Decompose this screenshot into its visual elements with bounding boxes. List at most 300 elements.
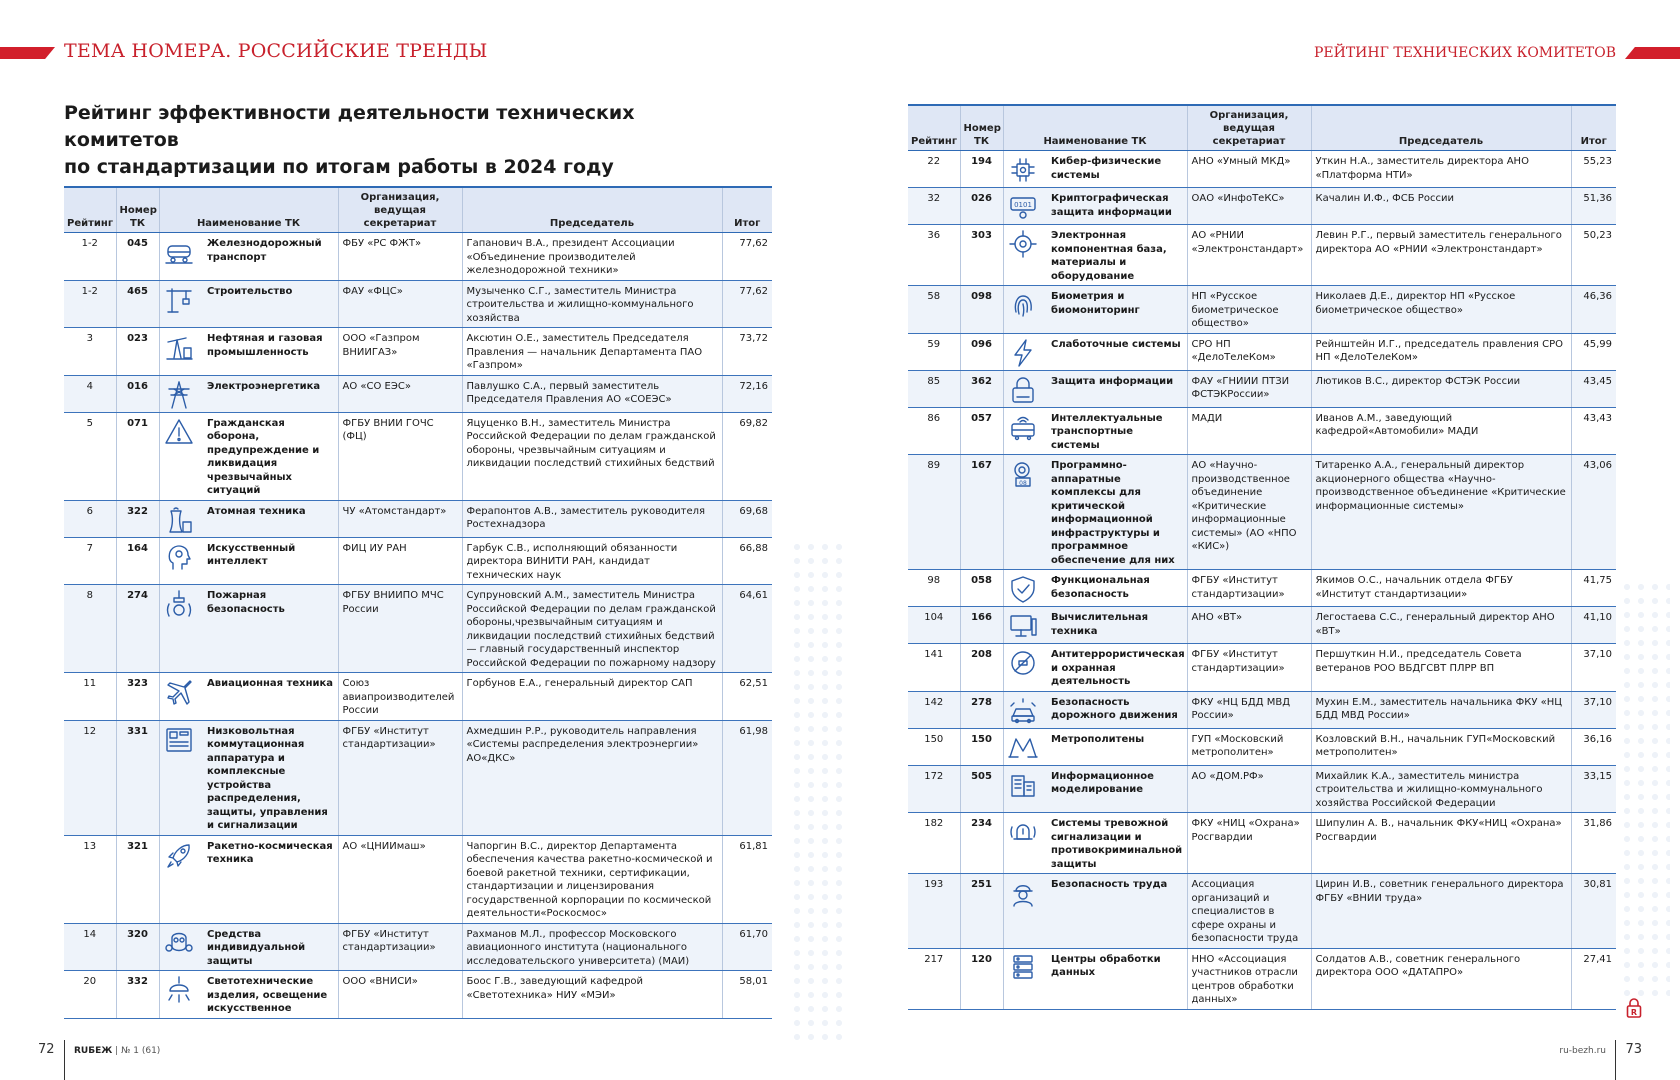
rank-cell: 11 (64, 673, 116, 721)
icon-cell (1003, 607, 1047, 644)
col-header-org: Организация, ведущая секретариат (338, 187, 462, 233)
total-score-cell: 61,98 (722, 720, 772, 835)
icon-cell (1003, 188, 1047, 225)
warning-house-icon (164, 417, 200, 447)
bus-wifi-icon (1008, 412, 1044, 442)
total-score-cell: 43,06 (1571, 455, 1616, 570)
organization-cell: АО «ЦНИИмаш» (338, 835, 462, 923)
table-row (64, 375, 772, 412)
rating-table-left (64, 186, 772, 1019)
organization-cell: ФБУ «РС ФЖТ» (338, 233, 462, 281)
power-tower-icon (164, 380, 200, 410)
chairman-cell: Мухин Е.М., заместитель начальника ФКУ «НЦ БДД МВД России» (1311, 691, 1571, 728)
icon-cell (159, 537, 203, 585)
tk-number-cell: 362 (960, 370, 1003, 407)
icon-cell (159, 923, 203, 971)
lamp-icon (164, 975, 200, 1005)
rank-cell: 8 (64, 585, 116, 673)
col-header-name: Наименование ТК (159, 187, 338, 233)
organization-cell: ООО «ВНИСИ» (338, 971, 462, 1019)
icon-cell (159, 835, 203, 923)
page-title (64, 100, 704, 181)
background-pattern-right (1620, 580, 1670, 1000)
rank-cell: 217 (908, 948, 960, 1009)
table-row (908, 813, 1616, 874)
tk-name-cell: Вычислительная техника (1047, 607, 1187, 644)
rank-cell: 14 (64, 923, 116, 971)
total-score-cell: 45,99 (1571, 333, 1616, 370)
anti-terror-icon (1008, 648, 1044, 678)
tk-number-cell: 096 (960, 333, 1003, 370)
tk-name-cell: Электронная компонентная база, материалы и оборудование (1047, 225, 1187, 286)
table-row (908, 370, 1616, 407)
switchgear-icon (164, 725, 200, 755)
col-header-rank: Рейтинг (64, 187, 116, 233)
rank-cell: 86 (908, 407, 960, 455)
tk-number-cell: 331 (116, 720, 159, 835)
oil-pump-icon (164, 332, 200, 362)
table-row (908, 455, 1616, 570)
chairman-cell: Рахманов М.Л., профессор Московского авиационного института (национального исследовательского университета) (МАИ) (462, 923, 722, 971)
rank-cell: 59 (908, 333, 960, 370)
tk-number-cell: 321 (116, 835, 159, 923)
tk-number-cell: 120 (960, 948, 1003, 1009)
tk-number-cell: 303 (960, 225, 1003, 286)
organization-cell: СРО НП «ДелоТелеКом» (1187, 333, 1311, 370)
tk-name-cell: Низковольтная коммутационная аппаратура и комплексные устройства распределения, защиты, управления и сигнализации (203, 720, 338, 835)
tk-name-cell: Криптографическая защита информации (1047, 188, 1187, 225)
icon-cell (1003, 765, 1047, 813)
crane-icon (164, 285, 200, 315)
rank-cell: 13 (64, 835, 116, 923)
icon-cell (1003, 407, 1047, 455)
icon-cell (1003, 455, 1047, 570)
tk-number-cell: 194 (960, 151, 1003, 188)
rank-cell: 104 (908, 607, 960, 644)
tk-name-cell: Гражданская оборона, предупреждение и ликвидация чрезвычайных ситуаций (203, 412, 338, 500)
tk-name-cell: Информационное моделирование (1047, 765, 1187, 813)
sprinkler-icon (164, 589, 200, 619)
table-row (64, 971, 772, 1019)
svg-text:08: 08 (1018, 480, 1027, 487)
svg-text:0101: 0101 (1013, 201, 1032, 209)
icon-cell (159, 412, 203, 500)
tk-number-cell: 465 (116, 280, 159, 328)
chairman-cell: Уткин Н.А., заместитель директора АНО «Платформа НТИ» (1311, 151, 1571, 188)
airplane-icon (164, 677, 200, 707)
chairman-cell: Николаев Д.Е., директор НП «Русское биометрическое общество» (1311, 286, 1571, 334)
tk-number-cell: 208 (960, 644, 1003, 692)
table-row (908, 948, 1616, 1009)
table-row (908, 570, 1616, 607)
total-score-cell: 37,10 (1571, 691, 1616, 728)
background-pattern-left (790, 540, 850, 1040)
total-score-cell: 61,81 (722, 835, 772, 923)
icon-cell (1003, 948, 1047, 1009)
chairman-cell: Легостаева С.С., генеральный директор АНО «ВТ» (1311, 607, 1571, 644)
organization-cell: АО «ДОМ.РФ» (1187, 765, 1311, 813)
rank-cell: 6 (64, 500, 116, 537)
organization-cell: ООО «Газпром ВНИИГАЗ» (338, 328, 462, 376)
total-score-cell: 61,70 (722, 923, 772, 971)
tk-number-cell: 274 (116, 585, 159, 673)
tk-name-cell: Кибер-физические системы (1047, 151, 1187, 188)
site-url: ru-bezh.ru (1559, 1046, 1606, 1056)
tk-number-cell: 332 (116, 971, 159, 1019)
organization-cell: НП «Русское биометрическое общество» (1187, 286, 1311, 334)
table-row (64, 585, 772, 673)
tk-name-cell: Метрополитены (1047, 728, 1187, 765)
tk-name-cell: Железнодорожный транспорт (203, 233, 338, 281)
organization-cell: ФКУ «НИЦ «Охрана» Росгвардии (1187, 813, 1311, 874)
chairman-cell: Гарбук С.В., исполняющий обязанности директора ВИНИТИ РАН, кандидат технических наук (462, 537, 722, 585)
organization-cell: МАДИ (1187, 407, 1311, 455)
total-score-cell: 77,62 (722, 280, 772, 328)
rank-cell: 193 (908, 874, 960, 949)
tk-number-cell: 045 (116, 233, 159, 281)
icon-cell (159, 328, 203, 376)
tk-name-cell: Безопасность дорожного движения (1047, 691, 1187, 728)
page-title-line-2: по стандартизации по итогам работы в 2024 году (64, 156, 614, 178)
chairman-cell: Аксютин О.Е., заместитель Председателя Правления — начальник Департамента ПАО «Газпром» (462, 328, 722, 376)
total-score-cell: 43,45 (1571, 370, 1616, 407)
tk-name-cell: Интеллектуальные транспортные системы (1047, 407, 1187, 455)
organization-cell: ФГБУ ВНИИПО МЧС России (338, 585, 462, 673)
tk-number-cell: 164 (116, 537, 159, 585)
organization-cell: ФИЦ ИУ РАН (338, 537, 462, 585)
table-row (64, 412, 772, 500)
rank-cell: 85 (908, 370, 960, 407)
total-score-cell: 72,16 (722, 375, 772, 412)
rank-cell: 20 (64, 971, 116, 1019)
rank-cell: 98 (908, 570, 960, 607)
icon-cell (159, 280, 203, 328)
table-row (64, 720, 772, 835)
table-row (908, 607, 1616, 644)
total-score-cell: 33,15 (1571, 765, 1616, 813)
svg-text:R: R (1630, 1008, 1638, 1017)
tk-number-cell: 016 (116, 375, 159, 412)
rating-table-right (908, 104, 1616, 1010)
rank-cell: 7 (64, 537, 116, 585)
rank-cell: 1-2 (64, 280, 116, 328)
table-row (908, 225, 1616, 286)
icon-cell (1003, 813, 1047, 874)
chairman-cell: Солдатов А.В., советник генерального директора ООО «ДАТАПРО» (1311, 948, 1571, 1009)
tk-name-cell: Центры обработки данных (1047, 948, 1187, 1009)
organization-cell: ФГБУ «Институт стандартизации» (1187, 570, 1311, 607)
padlock-icon (1008, 375, 1044, 405)
chairman-cell: Павлушко С.А., первый заместитель Председателя Правления АО «СОЕЭС» (462, 375, 722, 412)
table-row (64, 673, 772, 721)
chairman-cell: Горбунов Е.А., генеральный директор САП (462, 673, 722, 721)
tk-number-cell: 166 (960, 607, 1003, 644)
table-row (64, 923, 772, 971)
col-header-chair: Председатель (1311, 105, 1571, 151)
icon-cell (1003, 333, 1047, 370)
data-center-icon (1008, 953, 1044, 983)
rank-cell: 141 (908, 644, 960, 692)
organization-cell: ЧУ «Атомстандарт» (338, 500, 462, 537)
tk-number-cell: 322 (116, 500, 159, 537)
computer-icon (1008, 611, 1044, 641)
shield-check-icon (1008, 574, 1044, 604)
organization-cell: ФГБУ «Институт стандартизации» (338, 720, 462, 835)
total-score-cell: 37,10 (1571, 644, 1616, 692)
organization-cell: ФКУ «НЦ БДД МВД России» (1187, 691, 1311, 728)
organization-cell: Союз авиапроизводителей России (338, 673, 462, 721)
rank-cell: 172 (908, 765, 960, 813)
rocket-icon (164, 840, 200, 870)
icon-cell (1003, 728, 1047, 765)
tk-number-cell: 278 (960, 691, 1003, 728)
worker-helmet-icon (1008, 878, 1044, 908)
table-row (64, 233, 772, 281)
tk-name-cell: Функциональная безопасность (1047, 570, 1187, 607)
tk-name-cell: Слаботочные системы (1047, 333, 1187, 370)
table-row (908, 644, 1616, 692)
gas-mask-icon (164, 928, 200, 958)
chairman-cell: Ферапонтов А.В., заместитель руководителя Ростехнадзора (462, 500, 722, 537)
cyber-chip-icon (1008, 155, 1044, 185)
organization-cell: ННО «Ассоциация участников отрасли центров обработки данных» (1187, 948, 1311, 1009)
footer-divider-left (64, 1040, 65, 1080)
organization-cell: Ассоциация организаций и специалистов в сфере охраны и безопасности труда (1187, 874, 1311, 949)
tk-name-cell: Пожарная безопасность (203, 585, 338, 673)
rank-cell: 182 (908, 813, 960, 874)
chairman-cell: Михайлик К.А., заместитель министра строительства и жилищно-коммунального хозяйства Российской Федерации (1311, 765, 1571, 813)
tk-name-cell: Ракетно-космическая техника (203, 835, 338, 923)
icon-cell (1003, 370, 1047, 407)
tk-number-cell: 023 (116, 328, 159, 376)
icon-cell (159, 971, 203, 1019)
organization-cell: ФГБУ «Институт стандартизации» (1187, 644, 1311, 692)
table-row (908, 765, 1616, 813)
icon-cell (159, 720, 203, 835)
ai-head-icon (164, 542, 200, 572)
table-header-row (64, 187, 772, 233)
total-score-cell: 55,23 (1571, 151, 1616, 188)
chairman-cell: Рейнштейн И.Г., председатель правления СРО НП «ДелоТелеКом» (1311, 333, 1571, 370)
tk-name-cell: Атомная техника (203, 500, 338, 537)
table-row (64, 835, 772, 923)
total-score-cell: 50,23 (1571, 225, 1616, 286)
icon-cell (159, 500, 203, 537)
col-header-total: Итог (1571, 105, 1616, 151)
chairman-cell: Лютиков В.С., директор ФСТЭК России (1311, 370, 1571, 407)
organization-cell: АО «СО ЕЭС» (338, 375, 462, 412)
total-score-cell: 36,16 (1571, 728, 1616, 765)
col-header-chair: Председатель (462, 187, 722, 233)
electronic-gear-icon (1008, 229, 1044, 259)
total-score-cell: 43,43 (1571, 407, 1616, 455)
icon-cell (1003, 874, 1047, 949)
tk-number-cell: 150 (960, 728, 1003, 765)
total-score-cell: 31,86 (1571, 813, 1616, 874)
chairman-cell: Левин Р.Г., первый заместитель генерального директора АО «РНИИ «Электронстандарт» (1311, 225, 1571, 286)
chairman-cell: Якимов О.С., начальник отдела ФГБУ «Институт стандартизации» (1311, 570, 1571, 607)
icon-cell (1003, 151, 1047, 188)
rank-cell: 1-2 (64, 233, 116, 281)
tk-number-cell: 098 (960, 286, 1003, 334)
table-row (908, 407, 1616, 455)
tk-name-cell: Электроэнергетика (203, 375, 338, 412)
table-row (908, 728, 1616, 765)
footer-divider-right (1615, 1040, 1616, 1080)
total-score-cell: 69,68 (722, 500, 772, 537)
tk-name-cell: Средства индивидуальной защиты (203, 923, 338, 971)
table-row (908, 874, 1616, 949)
icon-cell (1003, 570, 1047, 607)
crypto-key-icon (1008, 192, 1044, 222)
col-header-name: Наименование ТК (1003, 105, 1187, 151)
rank-cell: 12 (64, 720, 116, 835)
page-number-left: 72 (38, 1042, 55, 1057)
chairman-cell: Музыченко С.Г., заместитель Министра строительства и жилищно-коммунального хозяйства (462, 280, 722, 328)
organization-cell: ФАУ «ГНИИИ ПТЗИ ФСТЭКРоссии» (1187, 370, 1311, 407)
magazine-name: RUБЕЖ (74, 1046, 113, 1056)
chairman-cell: Супруновский А.М., заместитель Министра Российской Федерации по делам гражданской обороны,чрезвычайным ситуациям и ликвидации последствий стихийных бедствий — главный государственный инспектор Российской Федерации по пожарному надзору (462, 585, 722, 673)
tk-name-cell: Системы тревожной сигнализации и противокриминальной защиты (1047, 813, 1187, 874)
chairman-cell: Титаренко А.А., генеральный директор акционерного общества «Научно-производственное объединение «Критические информационные системы» (1311, 455, 1571, 570)
rank-cell: 5 (64, 412, 116, 500)
tk-number-cell: 320 (116, 923, 159, 971)
tk-number-cell: 071 (116, 412, 159, 500)
organization-cell: ФГБУ ВНИИ ГОЧС (ФЦ) (338, 412, 462, 500)
tk-name-cell: Светотехнические изделия, освещение искусственное (203, 971, 338, 1019)
building-model-icon (1008, 770, 1044, 800)
section-title-right: РЕЙТИНГ ТЕХНИЧЕСКИХ КОМИТЕТОВ (1314, 45, 1616, 61)
icon-cell (1003, 691, 1047, 728)
metro-icon (1008, 733, 1044, 763)
rank-cell: 36 (908, 225, 960, 286)
tk-number-cell: 057 (960, 407, 1003, 455)
tk-name-cell: Строительство (203, 280, 338, 328)
table-row (64, 328, 772, 376)
lightning-icon (1008, 338, 1044, 368)
icon-cell (159, 233, 203, 281)
tk-number-cell: 323 (116, 673, 159, 721)
tk-name-cell: Защита информации (1047, 370, 1187, 407)
table-header-row (908, 105, 1616, 151)
page-number-right: 73 (1625, 1042, 1642, 1057)
rank-cell: 142 (908, 691, 960, 728)
rank-cell: 150 (908, 728, 960, 765)
table-row (64, 537, 772, 585)
tk-number-cell: 505 (960, 765, 1003, 813)
icon-cell (1003, 286, 1047, 334)
chairman-cell: Гапанович В.А., президент Ассоциации «Объединение производителей железнодорожной техники» (462, 233, 722, 281)
col-header-total: Итог (722, 187, 772, 233)
total-score-cell: 58,01 (722, 971, 772, 1019)
car-safety-icon (1008, 696, 1044, 726)
chairman-cell: Козловский В.Н., начальник ГУП«Московский метрополитен» (1311, 728, 1571, 765)
tk-name-cell: Нефтяная и газовая промышленность (203, 328, 338, 376)
fingerprint-icon (1008, 290, 1044, 320)
tk-number-cell: 234 (960, 813, 1003, 874)
tk-name-cell: Биометрия и биомониторинг (1047, 286, 1187, 334)
tk-name-cell: Искусственный интеллект (203, 537, 338, 585)
icon-cell (159, 585, 203, 673)
icon-cell (159, 375, 203, 412)
tk-name-cell: Программно-аппаратные комплексы для критической информационной инфраструктуры и программное обеспечение для них (1047, 455, 1187, 570)
organization-cell: ГУП «Московский метрополитен» (1187, 728, 1311, 765)
organization-cell: АНО «Умный МКД» (1187, 151, 1311, 188)
organization-cell: ОАО «ИнфоТеКС» (1187, 188, 1311, 225)
table-row (908, 691, 1616, 728)
organization-cell: ФГБУ «Институт стандартизации» (338, 923, 462, 971)
tk-number-cell: 251 (960, 874, 1003, 949)
tk-number-cell: 167 (960, 455, 1003, 570)
icon-cell (159, 673, 203, 721)
page-title-line-1: Рейтинг эффективности деятельности технических комитетов (64, 102, 635, 151)
total-score-cell: 62,51 (722, 673, 772, 721)
alarm-icon (1008, 817, 1044, 847)
col-header-rank: Рейтинг (908, 105, 960, 151)
total-score-cell: 30,81 (1571, 874, 1616, 949)
nuclear-plant-icon (164, 505, 200, 535)
software-hardware-icon (1008, 459, 1044, 489)
table-row (908, 151, 1616, 188)
rank-cell: 58 (908, 286, 960, 334)
total-score-cell: 41,75 (1571, 570, 1616, 607)
chairman-cell: Чапоргин В.С., директор Департамента обеспечения качества ракетно-космической и боевой ракетной техники, сертификации, стандартизации и лицензирования государственной корпорации по космической деятельности«Роскосмос» (462, 835, 722, 923)
chairman-cell: Першуткин Н.И., председатель Совета ветеранов РОО ВБДГСВТ ПЛРР ВП (1311, 644, 1571, 692)
issue-number: | № 1 (61) (115, 1046, 161, 1056)
total-score-cell: 41,10 (1571, 607, 1616, 644)
icon-cell (1003, 225, 1047, 286)
total-score-cell: 77,62 (722, 233, 772, 281)
chairman-cell: Яцуценко В.Н., заместитель Министра Российской Федерации по делам гражданской обороны, чрезвычайным ситуациям и ликвидации последствий стихийных бедствий (462, 412, 722, 500)
organization-cell: АНО «ВТ» (1187, 607, 1311, 644)
col-header-org: Организация, ведущая секретариат (1187, 105, 1311, 151)
tk-name-cell: Антитеррористическая и охранная деятельность (1047, 644, 1187, 692)
total-score-cell: 51,36 (1571, 188, 1616, 225)
rank-cell: 32 (908, 188, 960, 225)
chairman-cell: Ахмедшин Р.Р., руководитель направления «Системы распределения электроэнергии» АО«ДКС» (462, 720, 722, 835)
table-row (908, 188, 1616, 225)
col-header-number: Номер ТК (116, 187, 159, 233)
rank-cell: 89 (908, 455, 960, 570)
chairman-cell: Качалин И.Ф., ФСБ России (1311, 188, 1571, 225)
tk-number-cell: 058 (960, 570, 1003, 607)
col-header-number: Номер ТК (960, 105, 1003, 151)
tk-name-cell: Безопасность труда (1047, 874, 1187, 949)
total-score-cell: 46,36 (1571, 286, 1616, 334)
tk-number-cell: 026 (960, 188, 1003, 225)
table-row (64, 500, 772, 537)
total-score-cell: 73,72 (722, 328, 772, 376)
total-score-cell: 66,88 (722, 537, 772, 585)
header-accent-bar-left (0, 47, 55, 59)
organization-cell: АО «РНИИ «Электронстандарт» (1187, 225, 1311, 286)
table-row (908, 286, 1616, 334)
total-score-cell: 27,41 (1571, 948, 1616, 1009)
organization-cell: ФАУ «ФЦС» (338, 280, 462, 328)
header-accent-bar-right (1625, 47, 1680, 59)
rank-cell: 22 (908, 151, 960, 188)
table-row (64, 280, 772, 328)
section-title-left: ТЕМА НОМЕРА. РОССИЙСКИЕ ТРЕНДЫ (64, 40, 488, 62)
train-icon (164, 237, 200, 267)
total-score-cell: 69,82 (722, 412, 772, 500)
tk-name-cell: Авиационная техника (203, 673, 338, 721)
magazine-issue (74, 1046, 160, 1056)
total-score-cell: 64,61 (722, 585, 772, 673)
rank-cell: 4 (64, 375, 116, 412)
organization-cell: АО «Научно-производственное объединение «Критические информационные системы» (АО «НПО «КИС») (1187, 455, 1311, 570)
icon-cell (1003, 644, 1047, 692)
